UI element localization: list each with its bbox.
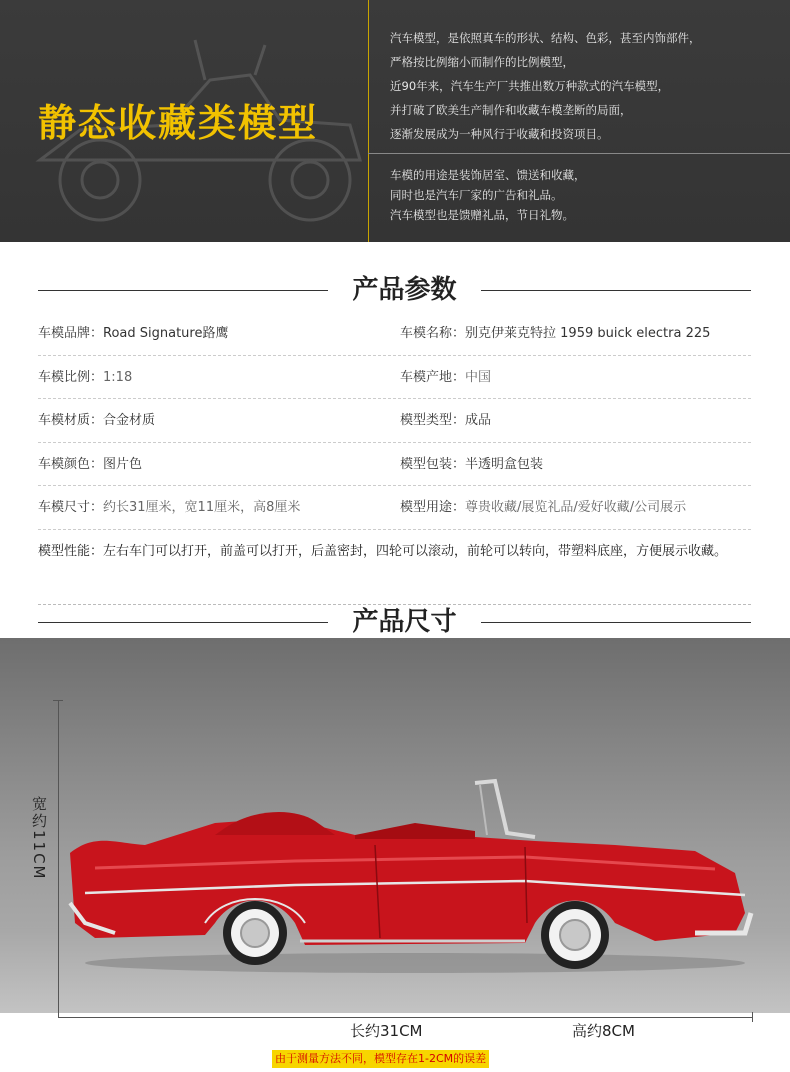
param-key: 车模颜色： [38,456,104,472]
param-cell [38,409,155,428]
param-value: 半透明盒包装 [465,456,544,472]
header-rule-left [38,290,328,291]
param-key: 车模尺寸： [38,500,104,515]
param-key: 模型用途： [400,500,466,515]
param-cell [38,322,228,341]
top-banner [0,0,790,242]
param-key: 模型类型： [400,413,466,428]
red-convertible-car-image [55,773,755,983]
param-value: 合金材质 [103,413,156,428]
height-label: 高约8CM [572,1022,635,1040]
param-key: 模型包装： [400,456,466,472]
performance-key: 模型性能： [38,544,104,559]
param-value: 1:18 [103,369,133,385]
param-cell [38,496,300,515]
banner-divider-horizontal [368,153,790,154]
param-key: 车模名称： [400,326,466,341]
param-value: 尊贵收藏/展览礼品/爱好收藏/公司展示 [465,500,687,515]
param-key: 车模品牌： [38,326,104,341]
width-dimension-line [58,700,59,1018]
size-section-title: 产品尺寸 [352,607,457,637]
param-cell [400,366,491,385]
banner-divider-vertical [368,0,369,242]
param-cell [400,409,491,428]
param-row [38,486,751,530]
usage-line: 车模的用途是装饰居室、馈送和收藏， [390,168,586,182]
param-value: 中国 [465,369,492,385]
param-cell [38,366,132,385]
param-cell [38,453,142,472]
measurement-note: 由于测量方法不同，模型存在1-2CM的误差 [272,1050,489,1068]
usage-line: 汽车模型也是馈赠礼品，节日礼物。 [390,208,574,222]
intro-line: 逐渐发展成为一种风行于收藏和投资项目。 [390,127,609,141]
length-dimension-line [58,1017,752,1018]
performance-row [38,540,727,559]
param-cell [400,322,710,341]
param-row [38,443,751,487]
header-rule-left [38,622,328,623]
header-rule-right [481,290,751,291]
param-key: 车模比例： [38,369,104,385]
banner-intro-text [390,26,780,146]
size-section-header [38,602,751,642]
param-key: 车模产地： [400,369,466,385]
length-dimension-tick [752,1012,753,1022]
param-cell [400,453,543,472]
param-value: 约长31厘米，宽11厘米，高8厘米 [103,500,301,515]
param-value: 图片色 [103,456,143,472]
header-rule-right [481,622,751,623]
performance-value: 左右车门可以打开，前盖可以打开，后盖密封，四轮可以滚动，前轮可以转向，带塑料底座，方便展示收藏。 [103,544,728,559]
param-value: 成品 [465,413,492,428]
param-value: Road Signature路鹰 [103,326,229,341]
banner-usage-text [390,165,780,225]
param-row [38,312,751,356]
param-row [38,399,751,443]
product-photo [0,638,790,1013]
intro-line: 近90年来，汽车生产厂共推出数万种款式的汽车模型， [390,79,670,93]
param-row [38,356,751,400]
params-section-header [38,270,751,310]
params-section-title: 产品参数 [352,275,457,305]
intro-line: 汽车模型，是依照真车的形状、结构、色彩，甚至内饰部件， [390,31,701,45]
usage-line: 同时也是汽车厂家的广告和礼品。 [390,188,563,202]
intro-line: 并打破了欧美生产制作和收藏车模垄断的局面， [390,103,632,117]
param-key: 车模材质： [38,413,104,428]
banner-title: 静态收藏类模型 [38,100,319,145]
params-table [38,312,751,530]
intro-line: 严格按比例缩小而制作的比例模型， [390,55,574,69]
length-label: 长约31CM [350,1022,423,1040]
param-cell [400,496,686,515]
width-label: 宽约11CM [30,796,48,881]
param-value: 别克伊莱克特拉 1959 buick electra 225 [465,326,711,341]
width-dimension-tick [53,700,63,701]
